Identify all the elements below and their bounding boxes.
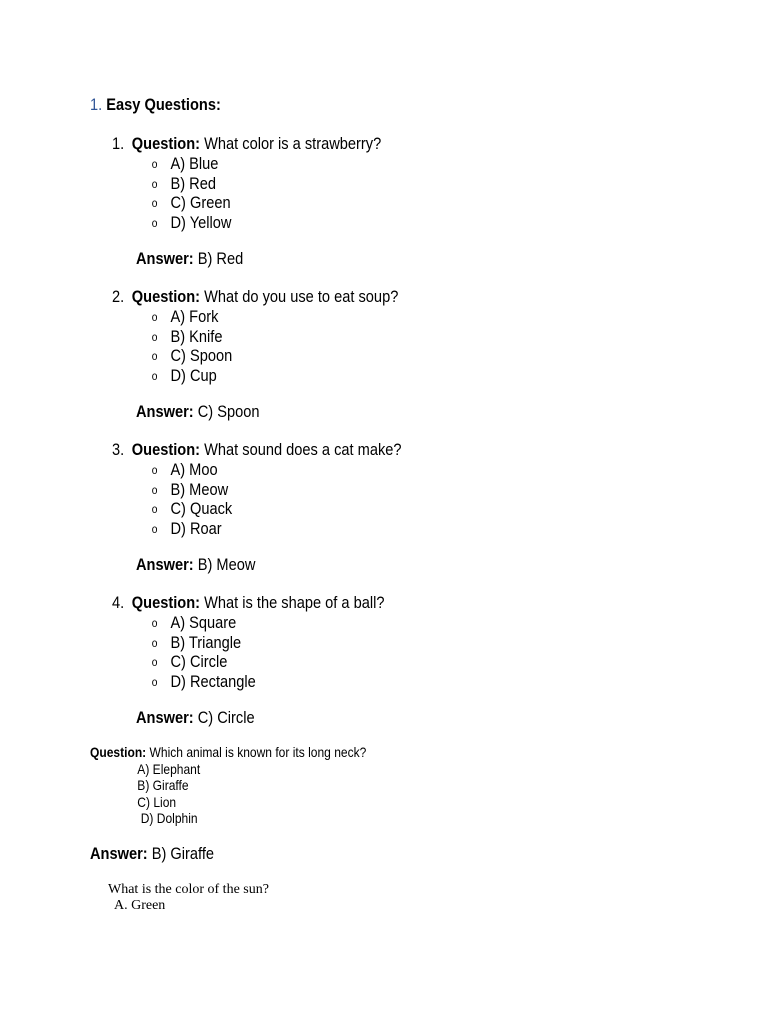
question-number: 4. [112,593,125,612]
question-label: Question: [131,134,201,153]
question-number: 2. [112,287,125,306]
bullet-icon: o [151,503,158,517]
option-item: o D) Roar [112,519,402,539]
option-item: o A) Moo [112,460,402,480]
option-item: C) Lion [137,793,177,810]
question-text: What do you use to eat soup? [200,287,399,306]
question-text: What is the color of the sun? [108,882,269,897]
bullet-icon: o [151,177,158,192]
question-number: 3. [112,440,125,459]
answer-1 [136,249,243,269]
question-5 [90,744,366,827]
answer-text: C) Spoon [193,402,260,421]
option-list [112,307,398,385]
question-text: What is the shape of a ball? [200,593,385,612]
option-item: o B) Triangle [112,633,385,653]
option-item: o B) Meow [112,480,402,500]
question-2 [112,287,398,385]
option-item: o A) Blue [112,154,381,174]
answer-text: B) Giraffe [147,844,215,863]
answer-3 [136,555,255,575]
option-list [112,613,385,691]
answer-5 [90,844,214,864]
bullet-icon: o [151,197,158,211]
question-text: What sound does a cat make? [200,440,402,459]
answer-text: B) Red [193,249,244,268]
option-item: D) Dolphin [140,810,198,826]
question-text: Which animal is known for its long neck? [146,744,367,760]
answer-text: C) Circle [193,708,255,727]
answer-label: Answer: [136,708,194,727]
option-item: o C) Circle [112,652,385,672]
option-item: o B) Knife [112,327,398,347]
bullet-icon: o [151,158,158,172]
option-item: o D) Yellow [112,213,381,233]
option-item: o D) Cup [112,366,398,386]
answer-label: Answer: [90,844,148,863]
bullet-icon: o [151,369,158,384]
question-label: Question: [90,744,147,760]
option-item: o C) Spoon [112,346,398,366]
answer-label: Answer: [136,249,194,268]
question-4 [112,593,385,691]
section-heading [90,94,221,116]
question-label: Question: [131,593,201,612]
bullet-icon: o [151,636,158,651]
question-text: What color is a strawberry? [200,134,382,153]
option-list [112,460,402,538]
question-number: 1. [112,134,125,153]
option-item: A. Green [114,898,166,913]
bullet-icon: o [151,656,158,670]
option-item: o A) Fork [112,307,398,327]
answer-2 [136,402,260,422]
question-6 [108,882,269,914]
bullet-icon: o [151,483,158,498]
bullet-icon: o [151,330,158,345]
question-1 [112,134,381,232]
bullet-icon: o [151,464,158,478]
option-item: o C) Green [112,193,381,213]
question-3 [112,440,402,538]
answer-4 [136,708,255,728]
answer-label: Answer: [136,402,194,421]
bullet-icon: o [151,675,158,690]
option-item: A) Elephant [137,760,201,777]
option-item: o B) Red [112,174,381,194]
bullet-icon: o [151,617,158,631]
question-label: Ouestion: [131,440,201,459]
bullet-icon: o [151,522,158,537]
bullet-icon: o [151,311,158,325]
answer-label: Answer: [136,555,194,574]
option-list [112,154,381,232]
option-item: o C) Quack [112,499,402,519]
option-item: B) Giraffe [137,777,189,793]
bullet-icon: o [151,350,158,364]
section-number: 1. [90,95,103,114]
option-item: o D) Rectangle [112,672,385,692]
question-label: Question: [131,287,201,306]
section-title: Easy Questions: [106,95,221,114]
bullet-icon: o [151,216,158,231]
answer-text: B) Meow [193,555,256,574]
option-item: o A) Square [112,613,385,633]
